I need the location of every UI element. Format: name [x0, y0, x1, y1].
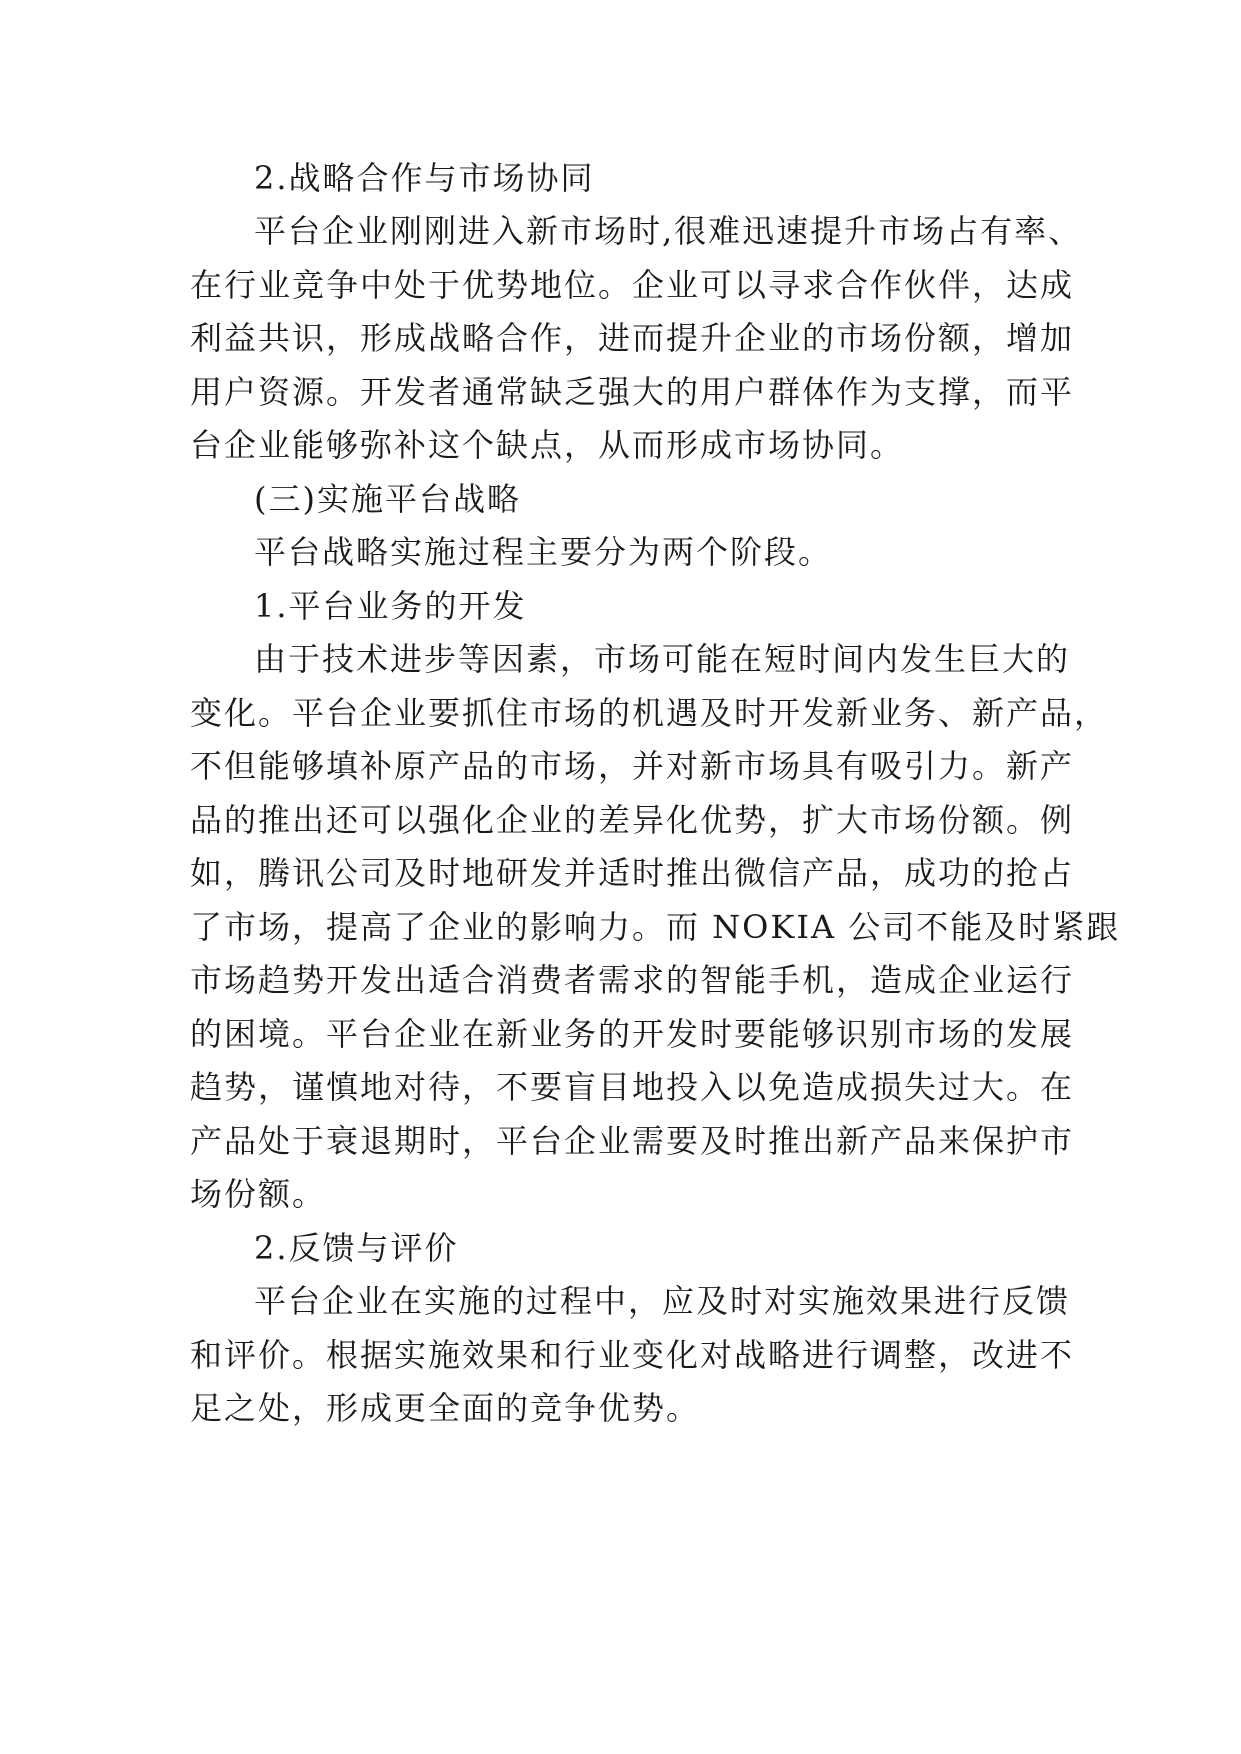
paragraph-line: 平台战略实施过程主要分为两个阶段。 [254, 533, 833, 571]
paragraph-line: 由于技术进步等因素，市场可能在短时间内发生巨大的 [254, 640, 1071, 678]
paragraph-line: 市场趋势开发出适合消费者需求的智能手机，造成企业运行 [190, 961, 1075, 999]
paragraph-line: 用户资源。开发者通常缺乏强大的用户群体作为支撑，而平 [190, 373, 1075, 411]
paragraph-line: 在行业竞争中处于优势地位。企业可以寻求合作伙伴，达成 [190, 266, 1075, 304]
paragraph-line: 如，腾讯公司及时地研发并适时推出微信产品，成功的抢占 [190, 854, 1075, 892]
section-heading: 2.战略合作与市场协同 [254, 159, 595, 197]
paragraph-line: 了市场，提高了企业的影响力。而 NOKIA 公司不能及时紧跟 [190, 908, 1121, 946]
section-heading: 2.反馈与评价 [254, 1229, 459, 1267]
section-heading: (三)实施平台战略 [254, 480, 521, 518]
paragraph-line: 场份额。 [190, 1175, 327, 1213]
paragraph-line: 变化。平台企业要抓住市场的机遇及时开发新业务、新产品， [190, 694, 1109, 732]
paragraph-line: 利益共识，形成战略合作，进而提升企业的市场份额，增加 [190, 319, 1075, 357]
paragraph-line: 的困境。平台企业在新业务的开发时要能够识别市场的发展 [190, 1015, 1075, 1053]
paragraph-line: 平台企业在实施的过程中，应及时对实施效果进行反馈 [254, 1282, 1071, 1320]
paragraph-line: 品的推出还可以强化企业的差异化优势，扩大市场份额。例 [190, 801, 1075, 839]
paragraph-line: 和评价。根据实施效果和行业变化对战略进行调整，改进不 [190, 1336, 1075, 1374]
paragraph-line: 足之处，形成更全面的竞争优势。 [190, 1389, 701, 1427]
paragraph-line: 产品处于衰退期时，平台企业需要及时推出新产品来保护市 [190, 1122, 1075, 1160]
paragraph-line: 趋势，谨慎地对待，不要盲目地投入以免造成损失过大。在 [190, 1068, 1075, 1106]
paragraph-line: 不但能够填补原产品的市场，并对新市场具有吸引力。新产 [190, 747, 1075, 785]
paragraph-line: 台企业能够弥补这个缺点，从而形成市场协同。 [190, 426, 905, 464]
paragraph-line: 平台企业刚刚进入新市场时,很难迅速提升市场占有率、 [254, 212, 1083, 250]
section-heading: 1.平台业务的开发 [254, 587, 527, 625]
